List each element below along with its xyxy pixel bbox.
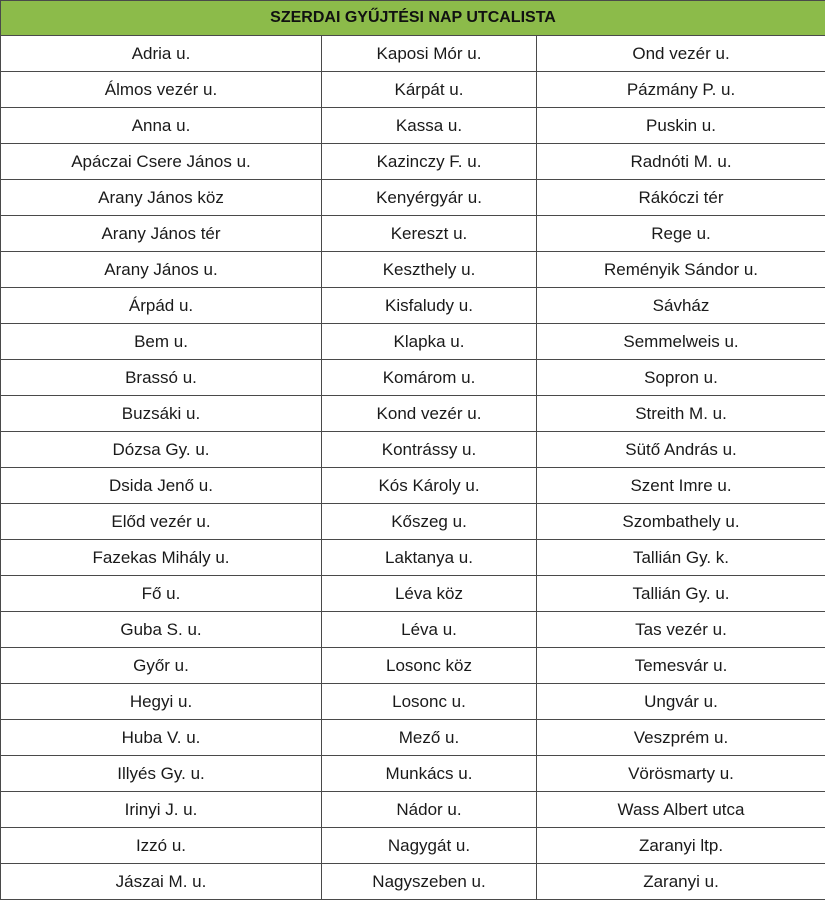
table-row bbox=[1, 792, 825, 828]
table-row bbox=[1, 504, 825, 540]
street-name-cell: Arany János köz bbox=[1, 180, 322, 216]
table-row bbox=[1, 72, 825, 108]
street-name-cell: Vörösmarty u. bbox=[537, 756, 825, 792]
street-name-cell: Kereszt u. bbox=[322, 216, 537, 252]
table-row bbox=[1, 216, 825, 252]
street-name-cell: Munkács u. bbox=[322, 756, 537, 792]
table-row bbox=[1, 324, 825, 360]
table-row bbox=[1, 648, 825, 684]
street-name-cell: Veszprém u. bbox=[537, 720, 825, 756]
street-name-cell: Irinyi J. u. bbox=[1, 792, 322, 828]
street-name-cell: Kenyérgyár u. bbox=[322, 180, 537, 216]
table-row bbox=[1, 360, 825, 396]
street-name-cell: Kassa u. bbox=[322, 108, 537, 144]
table-row bbox=[1, 468, 825, 504]
table-row bbox=[1, 864, 825, 900]
street-name-cell: Radnóti M. u. bbox=[537, 144, 825, 180]
street-name-cell: Kond vezér u. bbox=[322, 396, 537, 432]
street-name-cell: Sütő András u. bbox=[537, 432, 825, 468]
street-name-cell: Léva u. bbox=[322, 612, 537, 648]
table-row bbox=[1, 684, 825, 720]
street-name-cell: Laktanya u. bbox=[322, 540, 537, 576]
street-name-cell: Mező u. bbox=[322, 720, 537, 756]
table-row bbox=[1, 576, 825, 612]
street-name-cell: Arany János tér bbox=[1, 216, 322, 252]
street-name-cell: Puskin u. bbox=[537, 108, 825, 144]
table-row bbox=[1, 36, 825, 72]
table-header-row bbox=[1, 1, 825, 36]
street-name-cell: Árpád u. bbox=[1, 288, 322, 324]
street-name-cell: Losonc köz bbox=[322, 648, 537, 684]
street-name-cell: Kaposi Mór u. bbox=[322, 36, 537, 72]
street-name-cell: Semmelweis u. bbox=[537, 324, 825, 360]
street-name-cell: Sávház bbox=[537, 288, 825, 324]
street-name-cell: Tas vezér u. bbox=[537, 612, 825, 648]
street-name-cell: Szombathely u. bbox=[537, 504, 825, 540]
street-name-cell: Léva köz bbox=[322, 576, 537, 612]
table-row bbox=[1, 756, 825, 792]
street-name-cell: Buzsáki u. bbox=[1, 396, 322, 432]
street-name-cell: Wass Albert utca bbox=[537, 792, 825, 828]
street-name-cell: Fő u. bbox=[1, 576, 322, 612]
street-name-cell: Guba S. u. bbox=[1, 612, 322, 648]
street-name-cell: Komárom u. bbox=[322, 360, 537, 396]
street-name-cell: Adria u. bbox=[1, 36, 322, 72]
street-name-cell: Nádor u. bbox=[322, 792, 537, 828]
street-name-cell: Keszthely u. bbox=[322, 252, 537, 288]
street-name-cell: Fazekas Mihály u. bbox=[1, 540, 322, 576]
table-row bbox=[1, 612, 825, 648]
street-name-cell: Győr u. bbox=[1, 648, 322, 684]
street-name-cell: Álmos vezér u. bbox=[1, 72, 322, 108]
street-name-cell: Kárpát u. bbox=[322, 72, 537, 108]
street-name-cell: Huba V. u. bbox=[1, 720, 322, 756]
table-row bbox=[1, 396, 825, 432]
street-name-cell: Előd vezér u. bbox=[1, 504, 322, 540]
street-name-cell: Losonc u. bbox=[322, 684, 537, 720]
street-name-cell: Temesvár u. bbox=[537, 648, 825, 684]
street-name-cell: Dsida Jenő u. bbox=[1, 468, 322, 504]
table-row bbox=[1, 288, 825, 324]
street-name-cell: Tallián Gy. u. bbox=[537, 576, 825, 612]
street-name-cell: Illyés Gy. u. bbox=[1, 756, 322, 792]
table-row bbox=[1, 180, 825, 216]
street-name-cell: Rákóczi tér bbox=[537, 180, 825, 216]
street-name-cell: Kontrássy u. bbox=[322, 432, 537, 468]
street-name-cell: Arany János u. bbox=[1, 252, 322, 288]
street-name-cell: Dózsa Gy. u. bbox=[1, 432, 322, 468]
street-name-cell: Kazinczy F. u. bbox=[322, 144, 537, 180]
street-name-cell: Nagyszeben u. bbox=[322, 864, 537, 900]
street-name-cell: Ond vezér u. bbox=[537, 36, 825, 72]
street-name-cell: Tallián Gy. k. bbox=[537, 540, 825, 576]
table-row bbox=[1, 144, 825, 180]
street-name-cell: Kisfaludy u. bbox=[322, 288, 537, 324]
street-name-cell: Ungvár u. bbox=[537, 684, 825, 720]
street-name-cell: Zaranyi u. bbox=[537, 864, 825, 900]
street-name-cell: Kós Károly u. bbox=[322, 468, 537, 504]
table-row bbox=[1, 108, 825, 144]
street-name-cell: Anna u. bbox=[1, 108, 322, 144]
street-name-cell: Sopron u. bbox=[537, 360, 825, 396]
street-name-cell: Streith M. u. bbox=[537, 396, 825, 432]
street-name-cell: Kőszeg u. bbox=[322, 504, 537, 540]
street-name-cell: Brassó u. bbox=[1, 360, 322, 396]
street-name-cell: Klapka u. bbox=[322, 324, 537, 360]
street-name-cell: Reményik Sándor u. bbox=[537, 252, 825, 288]
table-row bbox=[1, 540, 825, 576]
street-name-cell: Hegyi u. bbox=[1, 684, 322, 720]
table-title: SZERDAI GYŰJTÉSI NAP UTCALISTA bbox=[1, 1, 825, 36]
street-name-cell: Zaranyi ltp. bbox=[537, 828, 825, 864]
street-name-cell: Rege u. bbox=[537, 216, 825, 252]
table-row bbox=[1, 720, 825, 756]
table-row bbox=[1, 828, 825, 864]
table-row bbox=[1, 432, 825, 468]
street-name-cell: Apáczai Csere János u. bbox=[1, 144, 322, 180]
street-name-cell: Nagygát u. bbox=[322, 828, 537, 864]
street-name-cell: Szent Imre u. bbox=[537, 468, 825, 504]
table-row bbox=[1, 252, 825, 288]
street-list-body bbox=[1, 36, 825, 900]
street-name-cell: Bem u. bbox=[1, 324, 322, 360]
street-name-cell: Pázmány P. u. bbox=[537, 72, 825, 108]
street-name-cell: Jászai M. u. bbox=[1, 864, 322, 900]
street-name-cell: Izzó u. bbox=[1, 828, 322, 864]
